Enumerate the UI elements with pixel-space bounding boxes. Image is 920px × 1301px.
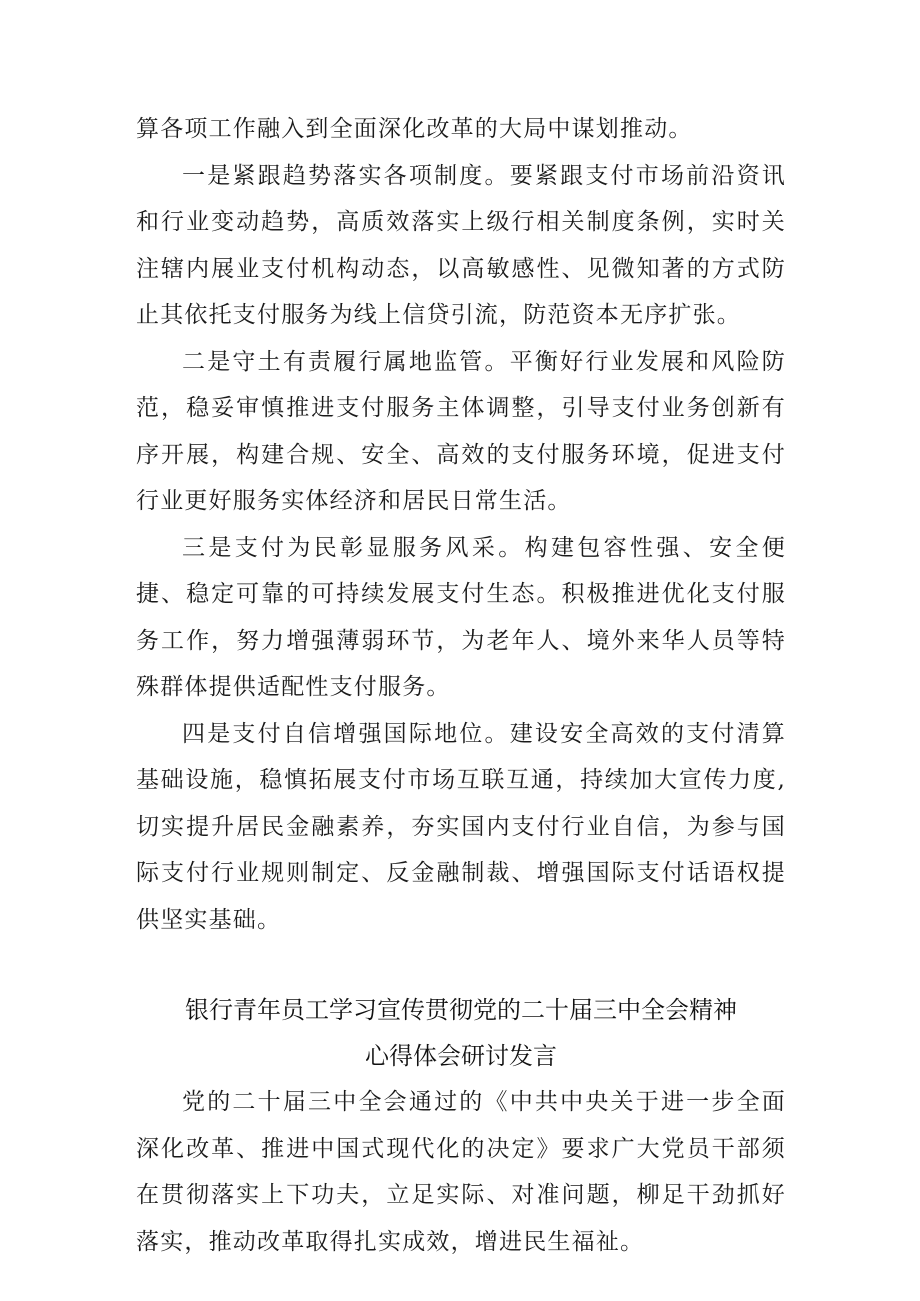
document-body bbox=[136, 106, 786, 1265]
article-title-line-1: 银行青年员工学习宣传贯彻党的二十届三中全会精神 bbox=[185, 996, 737, 1024]
paragraph-point-one: 一是紧跟趋势落实各项制度。要紧跟支付市场前沿资讯和行业变动趋势，高质效落实上级行相关制度条例，实时关注辖内展业支付机构动态，以高敏感性、见微知著的方式防止其依托支付服务为线上信贷引流，防范资本无序扩张。 bbox=[136, 162, 786, 328]
paragraph-point-four: 四是支付自信增强国际地位。建设安全高效的支付清算基础设施，稳慎拓展支付市场互联互通，持续加大宣传力度,切实提升居民金融素养，夯实国内支付行业自信，为参与国际支付行业规则制定、反金融制裁、增强国际支付话语权提供坚实基础。 bbox=[136, 720, 786, 933]
paragraph-continuation: 算各项工作融入到全面深化改革的大局中谋划推动。 bbox=[136, 116, 693, 142]
article-title bbox=[136, 987, 786, 1079]
paragraph-point-three: 三是支付为民彰显服务风采。构建包容性强、安全便捷、稳定可靠的可持续发展支付生态。积极推进优化支付服务工作，努力增强薄弱环节，为老年人、境外来华人员等特殊群体提供适配性支付服务。 bbox=[136, 534, 786, 700]
paragraph-intro: 党的二十届三中全会通过的《中共中央关于进一步全面深化改革、推进中国式现代化的决定》要求广大党员干部须在贯彻落实上下功夫，立足实际、对准问题，柳足干劲抓好落实，推动改革取得扎实成效，增进民生福祉。 bbox=[136, 1089, 786, 1255]
paragraph-point-two: 二是守土有责履行属地监管。平衡好行业发展和风险防范，稳妥审慎推进支付服务主体调整，引导支付业务创新有序开展，构建合规、安全、高效的支付服务环境，促进支付行业更好服务实体经济和居民日常生活。 bbox=[136, 348, 786, 514]
article-title-line-2: 心得体会研讨发言 bbox=[365, 1042, 557, 1070]
